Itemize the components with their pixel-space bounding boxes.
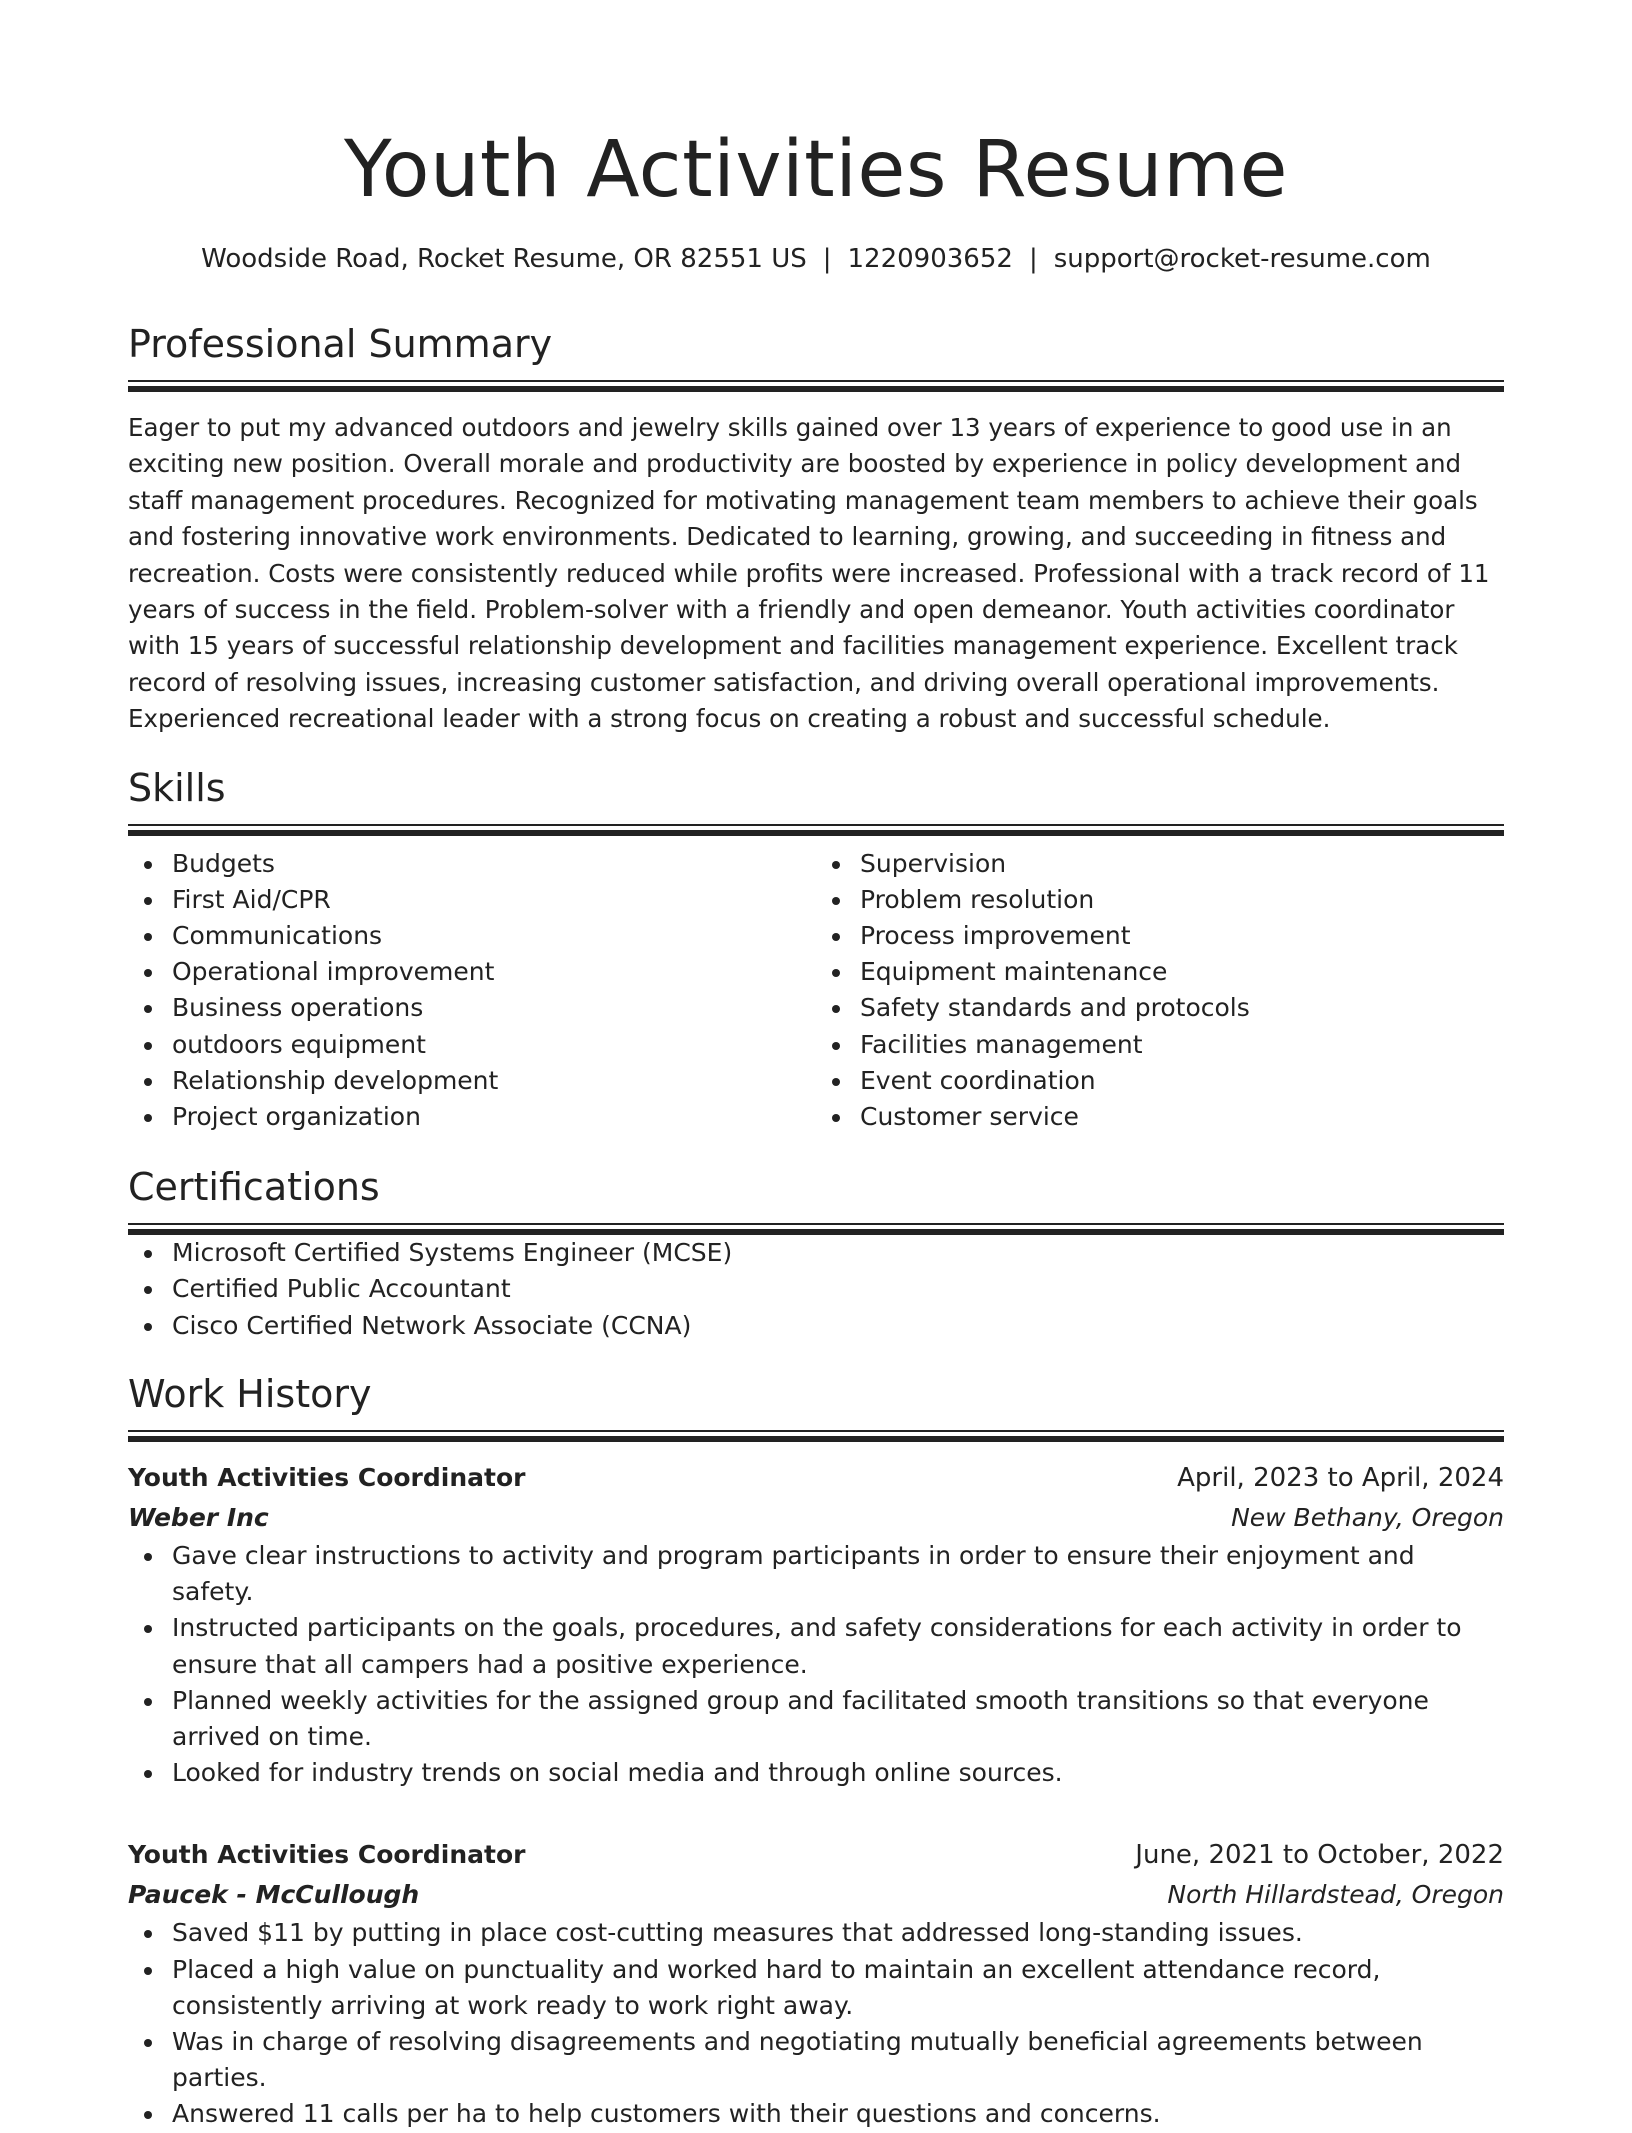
summary-text: Eager to put my advanced outdoors and jewelry skills gained over 13 years of experience to good use in an exciting new position. Overall morale and productivity are boosted by experience in policy development and staff management procedures. Recognized for motivating management team members to achieve their goals and fostering innovative work environments. Dedicated to learning, growing, and succeeding in fitness and recreation. Costs were consistently reduced while profits were increased. Professional with a track record of 11 years of success in the field. Problem-solver with a friendly and open demeanor. Youth activities coordinator with 15 years of successful relationship development and facilities management experience. Excellent track record of resolving issues, increasing customer satisfaction, and driving overall operational improvements. Experienced recreational leader with a strong focus on creating a robust and successful schedule. <box>128 413 1490 734</box>
skill-item: First Aid/CPR <box>172 882 816 918</box>
resume-name: Youth Activities Resume <box>343 125 1289 215</box>
job-location: North Hillardstead, Oregon <box>1167 1880 1504 1910</box>
section-divider <box>128 1223 1504 1235</box>
job-bullet: Saved $11 by putting in place cost-cutting measures that addressed long-standing issues. <box>172 1915 1504 1951</box>
skills-list-right <box>816 846 1504 1136</box>
job-bullet: Gave clear instructions to activity and program participants in order to ensure their enjoyment and safety. <box>172 1538 1504 1610</box>
job-dates: June, 2021 to October, 2022 <box>1135 1840 1504 1871</box>
summary-heading: Professional Summary <box>128 322 553 366</box>
contact-line <box>128 242 1504 276</box>
skill-item: Project organization <box>172 1099 816 1135</box>
skill-item: Safety standards and protocols <box>860 990 1504 1026</box>
skills-column-left <box>128 846 816 1136</box>
skill-item: Operational improvement <box>172 954 816 990</box>
certification-item: Microsoft Certified Systems Engineer (MCSE) <box>172 1235 1504 1271</box>
skill-item: Relationship development <box>172 1063 816 1099</box>
contact-address: Woodside Road, Rocket Resume, OR 82551 US <box>201 244 807 274</box>
section-divider <box>128 380 1504 392</box>
job-subheader <box>128 1498 1504 1538</box>
job-company: Weber Inc <box>128 1502 269 1532</box>
skill-item: Budgets <box>172 846 816 882</box>
contact-phone: 1220903652 <box>847 244 1013 274</box>
skill-item: Customer service <box>860 1099 1504 1135</box>
job-title: Youth Activities Coordinator <box>128 1840 526 1870</box>
job-subheader <box>128 1875 1504 1915</box>
job-bullet: Looked for industry trends on social media and through online sources. <box>172 1755 1504 1791</box>
job-bullet-list <box>128 1538 1504 1791</box>
job-title: Youth Activities Coordinator <box>128 1462 526 1492</box>
certification-item: Cisco Certified Network Associate (CCNA) <box>172 1308 1504 1344</box>
certification-item: Certified Public Accountant <box>172 1271 1504 1307</box>
job-bullet: Planned weekly activities for the assigned group and facilitated smooth transitions so that everyone arrived on time. <box>172 1683 1504 1755</box>
job-header <box>128 1835 1504 1875</box>
skill-item: Communications <box>172 918 816 954</box>
job-bullet-list <box>128 1915 1504 2132</box>
skill-item: Facilities management <box>860 1027 1504 1063</box>
job-header <box>128 1458 1504 1498</box>
contact-separator: | <box>822 244 832 274</box>
skills-list-left <box>128 846 816 1136</box>
section-divider <box>128 1430 1504 1442</box>
skill-item: Problem resolution <box>860 882 1504 918</box>
certifications-list <box>128 1235 1504 1344</box>
job-bullet: Placed a high value on punctuality and worked hard to maintain an excellent attendance record, consistently arriving at work ready to work right away. <box>172 1952 1504 2024</box>
job-dates: April, 2023 to April, 2024 <box>1177 1462 1504 1493</box>
skills-grid <box>128 846 1504 1136</box>
contact-separator: | <box>1028 244 1038 274</box>
job-location: New Bethany, Oregon <box>1231 1502 1504 1532</box>
skills-heading: Skills <box>128 765 226 810</box>
work-history-heading: Work History <box>128 1371 372 1416</box>
skill-item: Supervision <box>860 846 1504 882</box>
skill-item: outdoors equipment <box>172 1027 816 1063</box>
job-bullet: Was in charge of resolving disagreements and negotiating mutually beneficial agreements between parties. <box>172 2024 1504 2096</box>
job-company: Paucek - McCullough <box>128 1880 420 1910</box>
certifications-heading: Certifications <box>128 1165 380 1210</box>
skill-item: Business operations <box>172 990 816 1026</box>
skill-item: Event coordination <box>860 1063 1504 1099</box>
job-bullet: Instructed participants on the goals, procedures, and safety considerations for each activity in order to ensure that all campers had a positive experience. <box>172 1610 1504 1682</box>
job-entry <box>128 1458 1504 1791</box>
contact-email: support@rocket-resume.com <box>1053 244 1431 274</box>
job-entry <box>128 1835 1504 2132</box>
skill-item: Process improvement <box>860 918 1504 954</box>
skill-item: Equipment maintenance <box>860 954 1504 990</box>
skills-column-right <box>816 846 1504 1136</box>
job-bullet: Answered 11 calls per ha to help customers with their questions and concerns. <box>172 2096 1504 2132</box>
section-divider <box>128 824 1504 836</box>
